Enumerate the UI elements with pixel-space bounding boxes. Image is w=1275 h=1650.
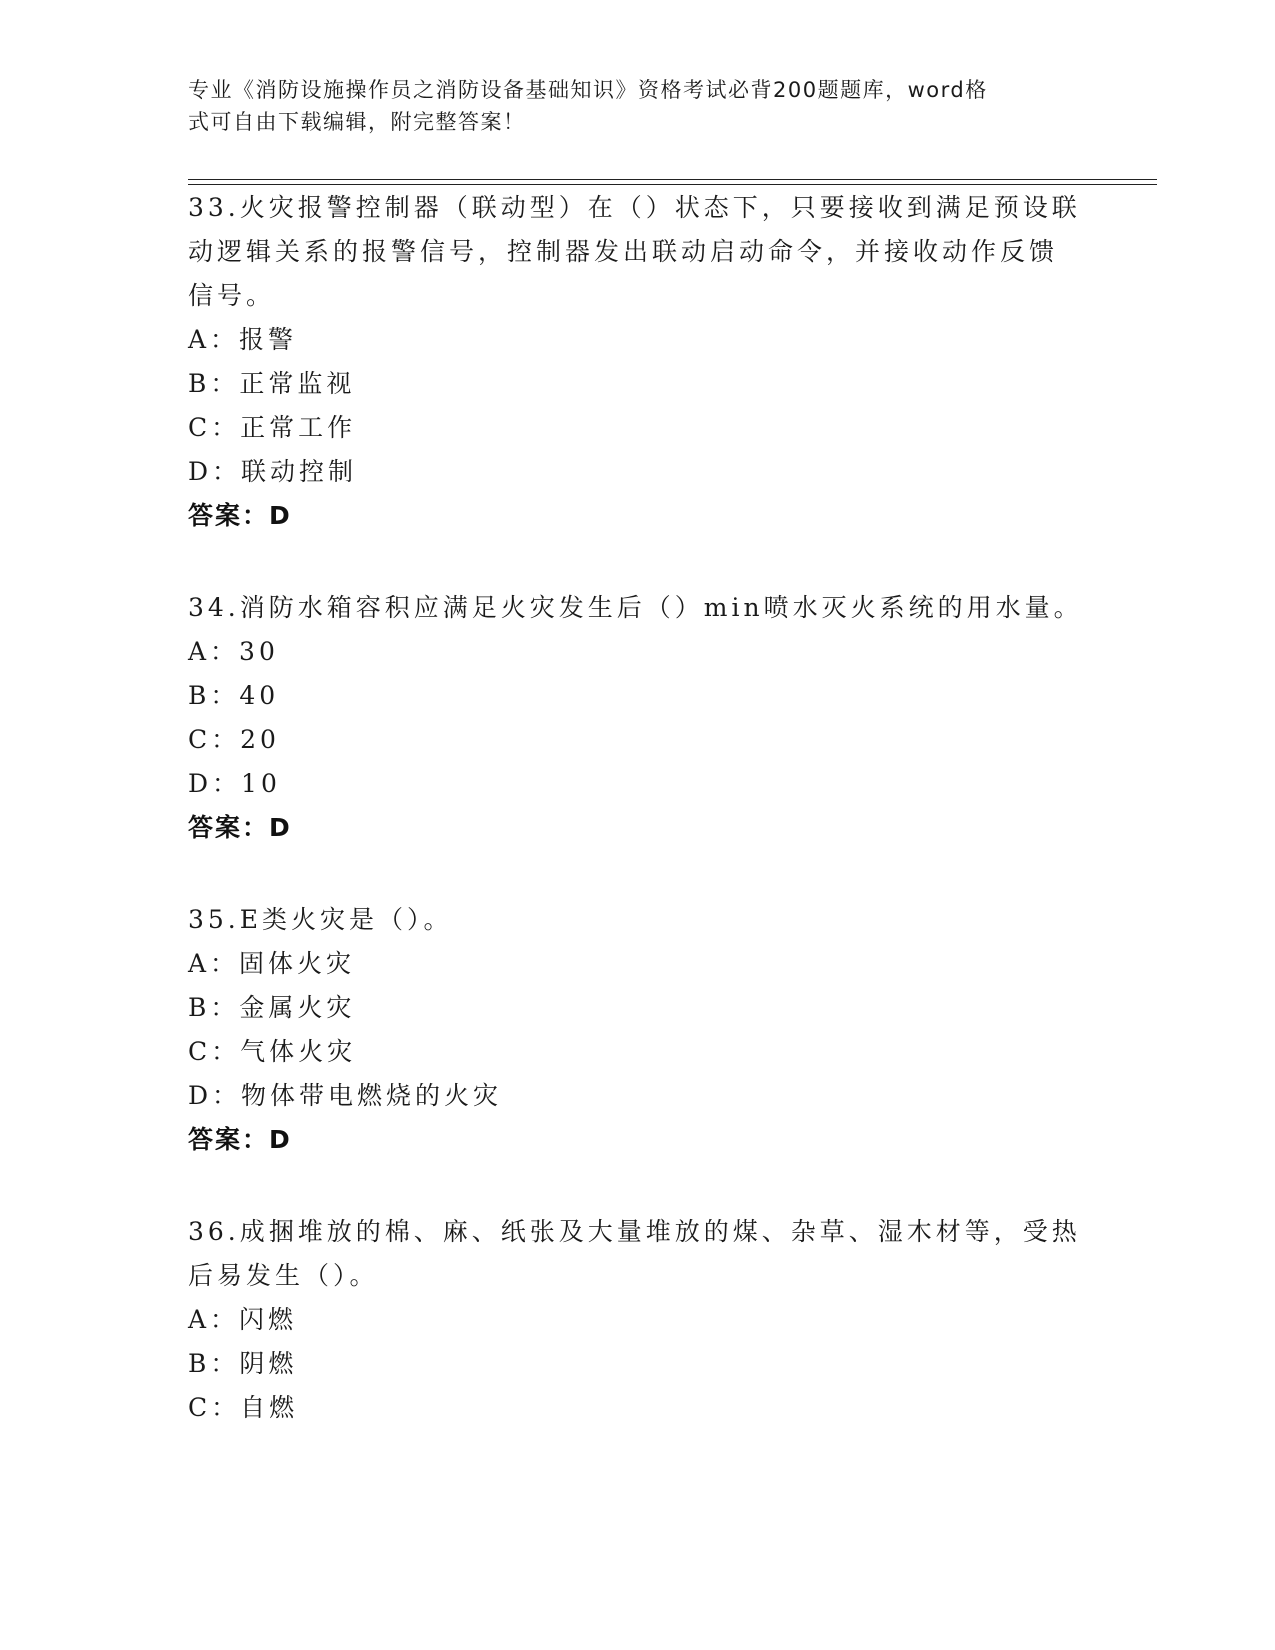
option-a: A：报警 — [188, 325, 298, 354]
answer-label: 答案：D — [188, 813, 292, 842]
option-c: C：正常工作 — [188, 413, 357, 442]
option-a: A：固体火灾 — [188, 949, 356, 978]
option-a: A：闪燃 — [188, 1305, 298, 1334]
option-b: B：正常监视 — [188, 369, 356, 398]
question-stem-line: 35.E类火灾是（）。 — [188, 905, 453, 934]
option-a: A：30 — [188, 637, 279, 666]
document-header — [188, 74, 1088, 138]
question-stem-line: 动逻辑关系的报警信号，控制器发出联动启动命令，并接收动作反馈 — [188, 237, 1059, 266]
option-b: B：阴燃 — [188, 1349, 298, 1378]
option-b: B：40 — [188, 681, 280, 710]
option-b: B：金属火灾 — [188, 993, 356, 1022]
question-stem-line: 34.消防水箱容积应满足火灾发生后（）min喷水灭火系统的用水量。 — [188, 593, 1083, 622]
header-divider-bottom — [188, 184, 1157, 185]
question-stem-line: 36.成捆堆放的棉、麻、纸张及大量堆放的煤、杂草、湿木材等，受热 — [188, 1217, 1081, 1246]
option-c: C：气体火灾 — [188, 1037, 357, 1066]
header-line-1: 专业《消防设施操作员之消防设备基础知识》资格考试必背200题题库，word格 — [188, 78, 988, 102]
question-stem-line: 后易发生（）。 — [188, 1261, 379, 1290]
question-stem-line: 33.火灾报警控制器（联动型）在（）状态下，只要接收到满足预设联 — [188, 193, 1081, 222]
option-c: C：自燃 — [188, 1393, 299, 1422]
answer-label: 答案：D — [188, 501, 292, 530]
option-c: C：20 — [188, 725, 280, 754]
header-divider-top — [188, 179, 1157, 180]
header-line-2: 式可自由下载编辑，附完整答案！ — [188, 110, 526, 134]
answer-label: 答案：D — [188, 1125, 292, 1154]
option-d: D：物体带电燃烧的火灾 — [188, 1081, 503, 1110]
question-stem-line: 信号。 — [188, 281, 276, 310]
option-d: D：10 — [188, 769, 281, 798]
option-d: D：联动控制 — [188, 457, 358, 486]
